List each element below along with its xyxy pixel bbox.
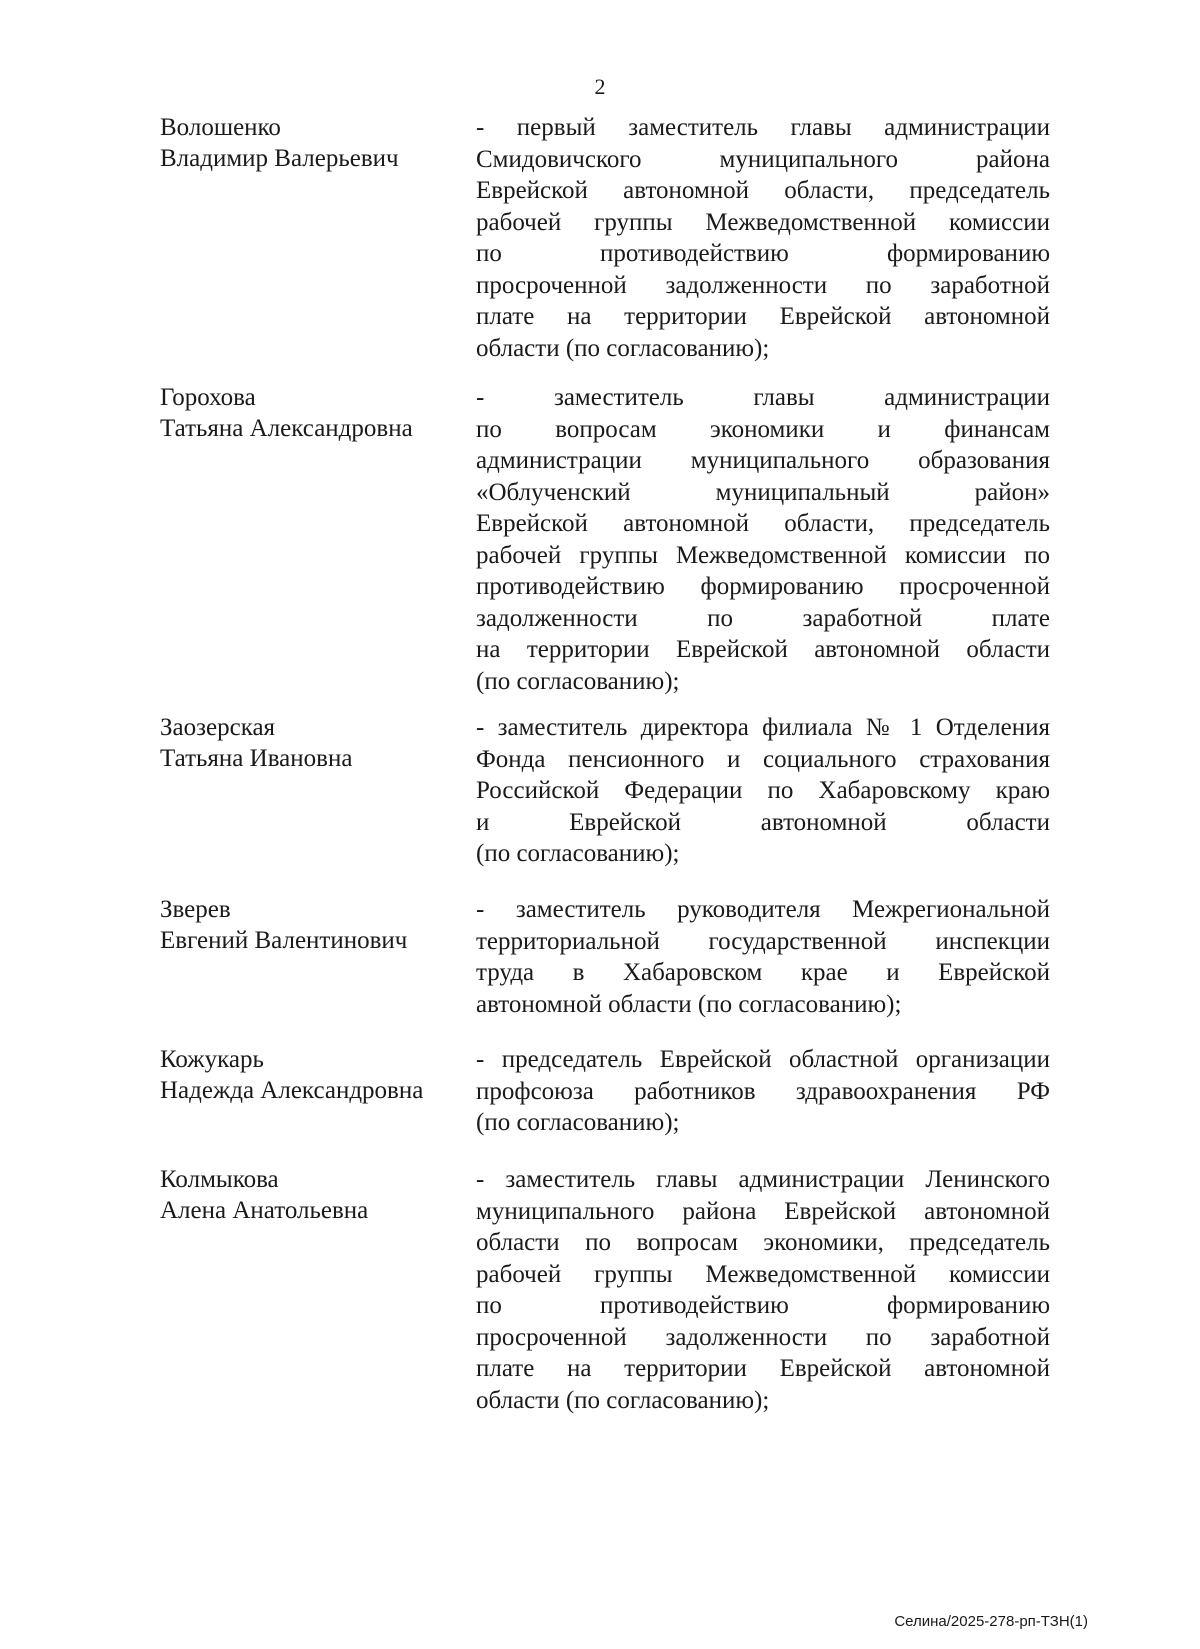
role-line: - заместитель директора филиала № 1 Отделения (476, 714, 1050, 741)
role-line: Еврейской автономной области, председатель (476, 177, 1050, 204)
role-line: области (по согласованию); (476, 1386, 770, 1414)
role-line: труда в Хабаровском крае и Еврейской (476, 959, 1050, 986)
role-line: автономной области (по согласованию); (476, 990, 902, 1018)
member-role (476, 712, 1050, 870)
member-surname: Зверев (160, 896, 231, 923)
role-line: - заместитель руководителя Межрегиональной (476, 896, 1050, 923)
role-line: просроченной задолженности по заработной (476, 1323, 1050, 1351)
role-line: по противодействию формированию (476, 1292, 1050, 1319)
role-line: рабочей группы Межведомственной комиссии по (476, 541, 1050, 569)
role-line: профсоюза работников здравоохранения РФ (476, 1077, 1050, 1105)
page-number: 2 (594, 74, 606, 99)
role-line: администрации муниципального образования (476, 447, 1050, 474)
role-line: области по вопросам экономики, председатель (476, 1229, 1050, 1256)
member-given-names: Евгений Валентинович (160, 927, 408, 954)
role-line: противодействию формированию просроченной (476, 573, 1050, 600)
member-name (160, 894, 460, 956)
role-line: - заместитель главы администрации (476, 384, 1050, 411)
member-surname: Колмыкова (160, 1166, 279, 1193)
role-line: муниципального района Еврейской автономной (476, 1197, 1050, 1225)
role-line: по противодействию формированию (476, 240, 1050, 267)
role-line: просроченной задолженности по заработной (476, 271, 1050, 299)
member-given-names: Алена Анатольевна (160, 1197, 369, 1224)
member-name (160, 112, 460, 174)
role-line: Российской Федерации по Хабаровскому краю (476, 777, 1050, 804)
member-name (160, 1044, 460, 1106)
role-line: - заместитель главы администрации Ленинского (476, 1166, 1050, 1193)
role-line: по вопросам экономики и финансам (476, 415, 1050, 443)
role-line: территориальной государственной инспекции (476, 927, 1050, 955)
member-name (160, 712, 460, 774)
role-line: задолженности по заработной плате (476, 604, 1050, 632)
member-name (160, 1164, 460, 1226)
member-given-names: Татьяна Александровна (160, 415, 413, 442)
role-line: - председатель Еврейской областной организации (476, 1046, 1050, 1073)
role-line: Фонда пенсионного и социального страхования (476, 745, 1050, 773)
role-line: (по согласованию); (476, 1109, 680, 1136)
role-line: плате на территории Еврейской автономной (476, 1355, 1050, 1382)
member-role (476, 112, 1050, 364)
role-line: рабочей группы Межведомственной комиссии (476, 208, 1050, 236)
role-line: (по согласованию); (476, 667, 680, 695)
member-surname: Кожукарь (160, 1046, 264, 1073)
role-line: плате на территории Еврейской автономной (476, 303, 1050, 330)
role-line: «Облученский муниципальный район» (476, 478, 1050, 506)
document-code: Селина/2025-278-рп-ТЗН(1) (894, 1613, 1088, 1630)
member-given-names: Владимир Валерьевич (160, 145, 399, 172)
member-surname: Горохова (160, 384, 256, 411)
role-line: и Еврейской автономной области (476, 808, 1050, 836)
member-surname: Заозерская (160, 714, 276, 741)
member-role (476, 382, 1050, 697)
member-given-names: Надежда Александровна (160, 1077, 424, 1104)
role-line: области (по согласованию); (476, 334, 770, 362)
member-name (160, 382, 460, 444)
member-role (476, 894, 1050, 1020)
role-line: на территории Еврейской автономной области (476, 636, 1050, 663)
role-line: Смидовичского муниципального района (476, 145, 1050, 173)
role-line: (по согласованию); (476, 840, 680, 867)
member-role (476, 1164, 1050, 1416)
role-line: Еврейской автономной области, председатель (476, 510, 1050, 537)
member-given-names: Татьяна Ивановна (160, 745, 353, 772)
role-line: рабочей группы Межведомственной комиссии (476, 1260, 1050, 1288)
member-role (476, 1044, 1050, 1139)
role-line: - первый заместитель главы администрации (476, 114, 1050, 141)
member-surname: Волошенко (160, 114, 281, 141)
